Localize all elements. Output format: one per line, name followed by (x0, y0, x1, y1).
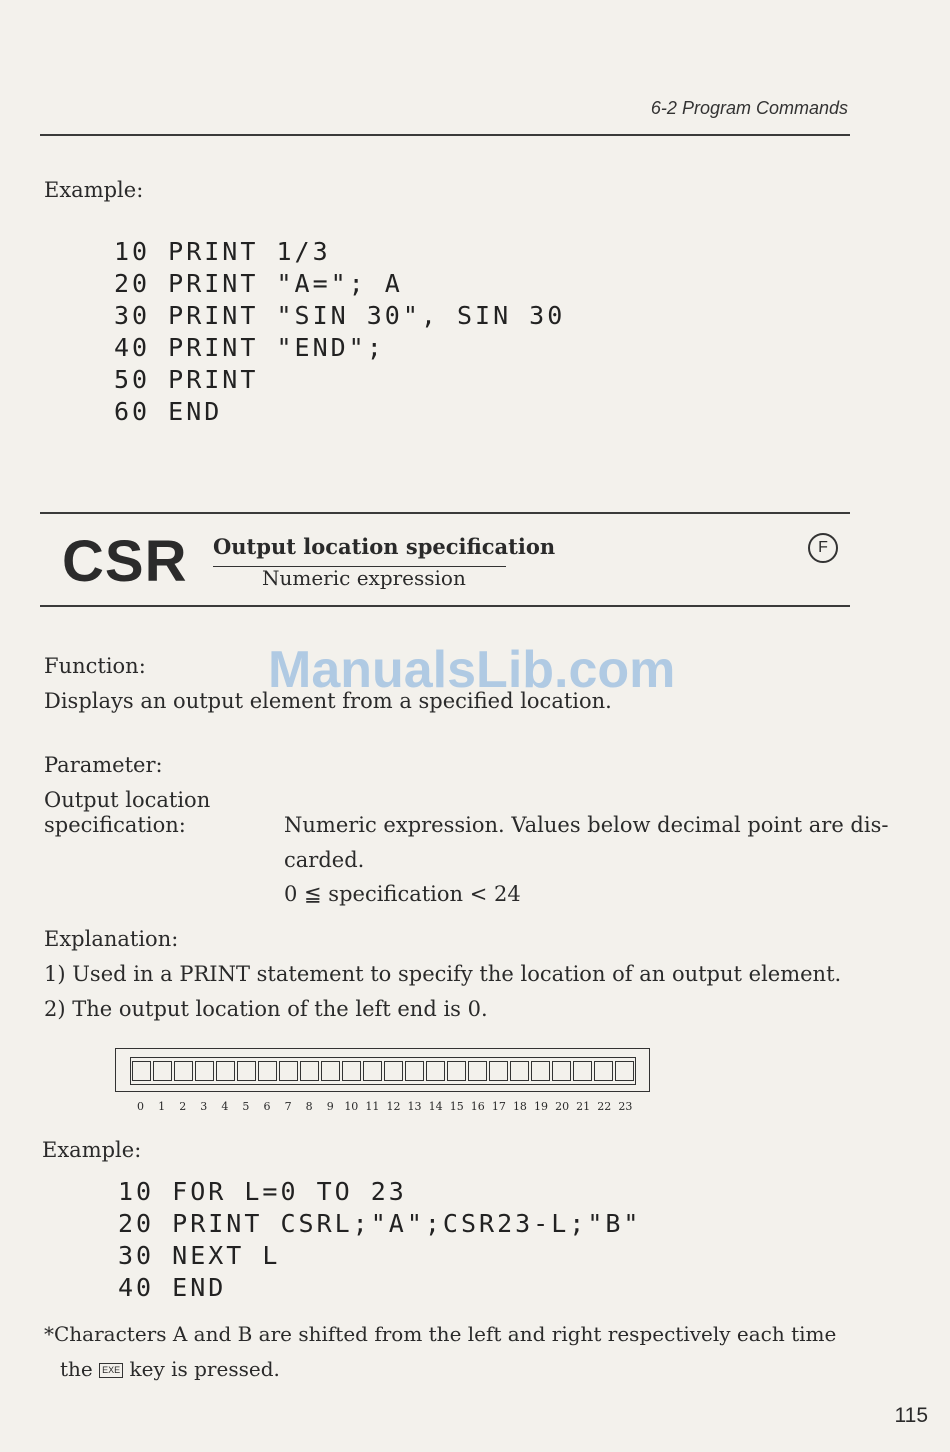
display-cell (594, 1061, 613, 1081)
scale-label: 5 (242, 1100, 250, 1113)
display-cell (216, 1061, 235, 1081)
scale-label: 21 (576, 1100, 591, 1113)
example-code-block (114, 236, 565, 428)
example-code-block (118, 1176, 642, 1304)
exe-key-icon: EXE (99, 1363, 123, 1378)
page-number: 115 (894, 1404, 928, 1427)
function-heading: Function: (44, 654, 146, 678)
scale-label: 13 (407, 1100, 422, 1113)
display-cell (426, 1061, 445, 1081)
display-cell (237, 1061, 256, 1081)
scale-label: 11 (365, 1100, 380, 1113)
scale-label: 15 (449, 1100, 464, 1113)
scale-label: 18 (512, 1100, 527, 1113)
display-cell (258, 1061, 277, 1081)
display-cells (130, 1057, 636, 1085)
code-line: 30 PRINT "SIN 30", SIN 30 (114, 301, 566, 330)
code-line: 40 END (118, 1273, 227, 1302)
code-line: 30 NEXT L (118, 1241, 281, 1270)
note-text-line2 (60, 1357, 280, 1381)
section-header: 6-2 Program Commands (650, 98, 848, 118)
command-name: CSR (62, 529, 188, 594)
display-cell (342, 1061, 361, 1081)
parameter-label: specification: (44, 813, 186, 837)
explanation-item: 2) The output location of the left end is 0. (44, 997, 488, 1021)
parameter-description: Numeric expression. Values below decimal point are dis- (284, 813, 889, 837)
example-heading: Example: (42, 1138, 142, 1162)
display-cell (384, 1061, 403, 1081)
display-cell (447, 1061, 466, 1081)
display-cell (132, 1061, 151, 1081)
watermark: ManualsLib.com (268, 641, 676, 699)
command-bottom-rule (40, 605, 850, 607)
display-cell (615, 1061, 634, 1081)
display-cell (405, 1061, 424, 1081)
command-top-rule (40, 512, 850, 514)
scale-label: 12 (386, 1100, 401, 1113)
scale-label: 4 (221, 1100, 229, 1113)
scale-label: 17 (491, 1100, 506, 1113)
code-line: 20 PRINT CSRL;"A";CSR23-L;"B" (118, 1209, 642, 1238)
display-cell (468, 1061, 487, 1081)
display-cell (300, 1061, 319, 1081)
note-text: key is pressed. (129, 1357, 280, 1381)
note-text: the (60, 1357, 93, 1381)
display-cell (174, 1061, 193, 1081)
parameter-heading: Parameter: (44, 753, 163, 777)
scale-label: 23 (618, 1100, 633, 1113)
syntax-parameter: Output location specification (213, 534, 556, 559)
scale-label: 3 (200, 1100, 208, 1113)
function-text: Displays an output element from a specified location. (44, 689, 612, 713)
scale-label: 2 (179, 1100, 187, 1113)
display-cell (552, 1061, 571, 1081)
parameter-description: carded. (284, 848, 365, 872)
display-diagram (115, 1048, 650, 1092)
display-cell (321, 1061, 340, 1081)
parameter-label: Output location (44, 788, 211, 812)
scale-label: 20 (555, 1100, 570, 1113)
scale-label: 7 (284, 1100, 292, 1113)
display-cell (153, 1061, 172, 1081)
scale-label: 9 (326, 1100, 334, 1113)
display-cell (531, 1061, 550, 1081)
scale-label: 19 (534, 1100, 549, 1113)
header-rule (40, 134, 850, 136)
display-position-scale (130, 1100, 636, 1116)
note-text: *Characters A and B are shifted from the left and right respectively each time (44, 1322, 837, 1346)
display-cell (573, 1061, 592, 1081)
explanation-item: 1) Used in a PRINT statement to specify the location of an output element. (44, 962, 842, 986)
scale-label: 6 (263, 1100, 271, 1113)
code-line: 50 PRINT (114, 365, 259, 394)
scale-label: 0 (137, 1100, 145, 1113)
syntax-type: Numeric expression (262, 566, 466, 590)
code-line: 10 FOR L=0 TO 23 (118, 1177, 407, 1206)
display-cell (279, 1061, 298, 1081)
scale-label: 16 (470, 1100, 485, 1113)
scale-label: 22 (597, 1100, 612, 1113)
function-mode-badge: F (808, 533, 838, 563)
scale-label: 8 (305, 1100, 313, 1113)
example-heading: Example: (44, 178, 144, 202)
explanation-heading: Explanation: (44, 927, 179, 951)
code-line: 40 PRINT "END"; (114, 333, 385, 362)
display-cell (363, 1061, 382, 1081)
parameter-range: 0 ≦ specification < 24 (284, 882, 521, 906)
scale-label: 1 (158, 1100, 166, 1113)
code-line: 60 END (114, 397, 223, 426)
display-cell (489, 1061, 508, 1081)
scale-label: 10 (344, 1100, 359, 1113)
display-cell (510, 1061, 529, 1081)
code-line: 10 PRINT 1/3 (114, 237, 331, 266)
display-cell (195, 1061, 214, 1081)
scale-label: 14 (428, 1100, 443, 1113)
code-line: 20 PRINT "A="; A (114, 269, 403, 298)
